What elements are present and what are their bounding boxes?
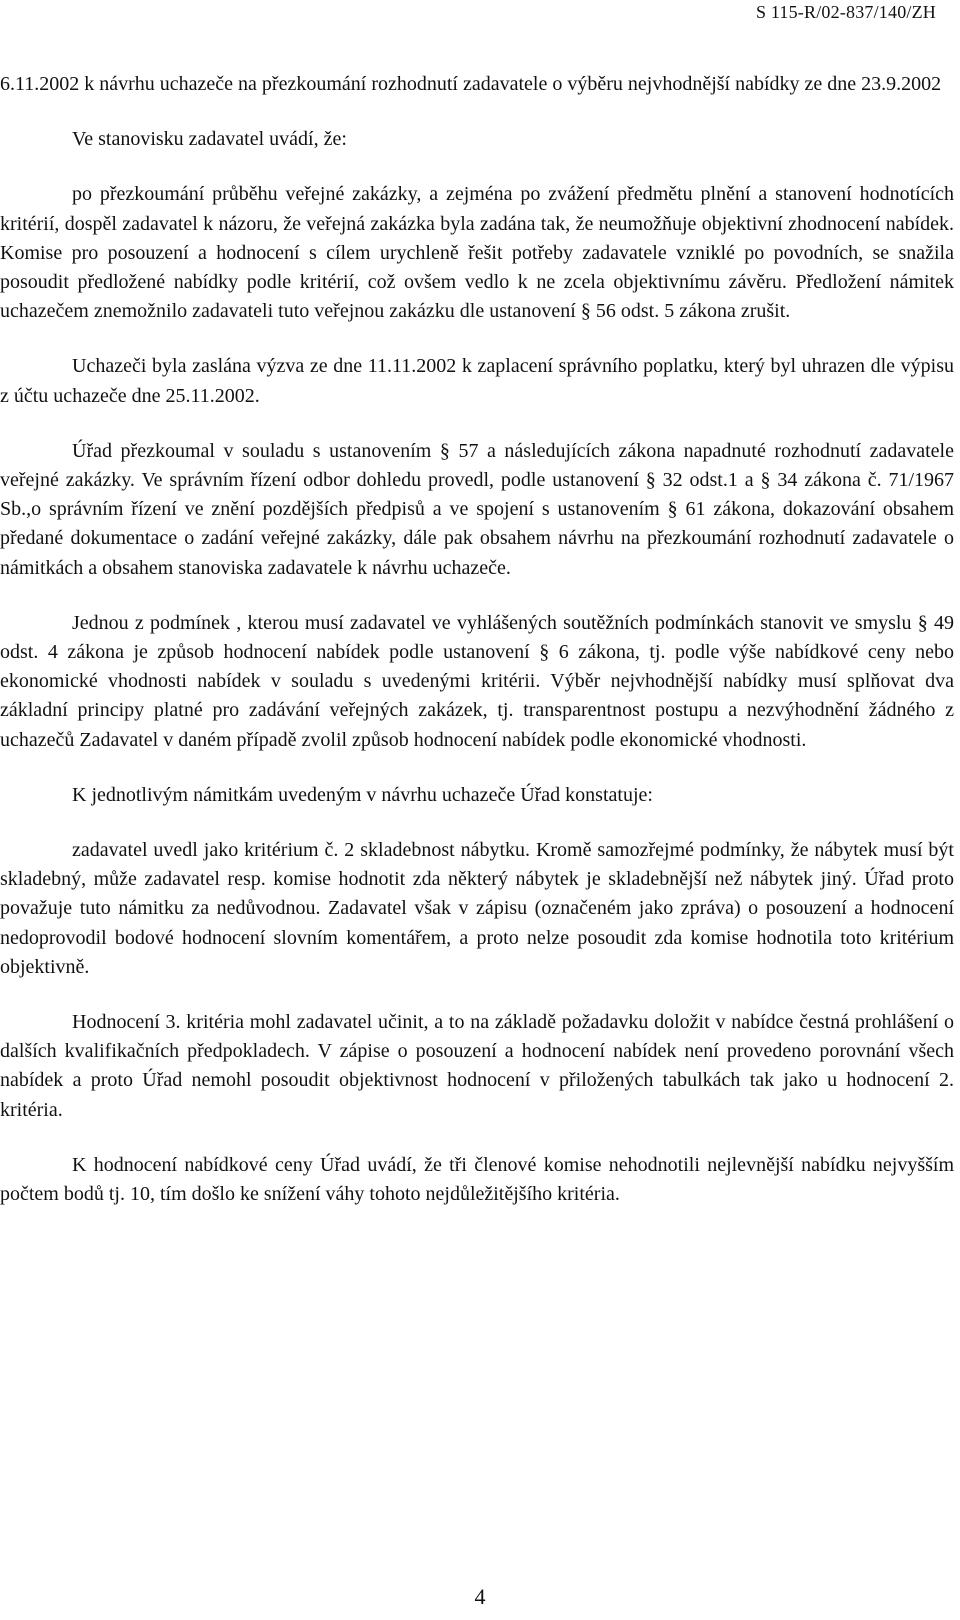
document-reference: S 115-R/02-837/140/ZH xyxy=(755,2,936,22)
paragraph-price: K hodnocení nabídkové ceny Úřad uvádí, že tři členové komise nehodnotili nejlevnější nabídku nejvyšším počtem bodů tj. 10, tím došlo ke snížení váhy tohoto nejdůležitějšího kritéria. xyxy=(0,1153,954,1206)
paragraph-statement-intro: Ve stanovisku zadavatel uvádí, že: xyxy=(72,128,347,151)
paragraph-criterion-3: Hodnocení 3. kritéria mohl zadavatel učinit, a to na základě požadavku doložit v nabídce čestná prohlášení o dalších kvalifikačních předpokladech. V zápise o posouzení a hodnocení nabídek není provedeno porovnání všech nabídek a proto Úřad nemohl posoudit objektivnost hodnocení v přiložených tabulkách tak jako u hodnocení 2. kritéria. xyxy=(0,1011,954,1121)
paragraph-statement: po přezkoumání průběhu veřejné zakázky, a zejména po zvážení předmětu plnění a stanovení hodnotících kritérií, dospěl zadavatel k názoru, že veřejná zakázka byla zadána tak, že neumožňuje objektivní zhodnocení nabídek. Komise pro posouzení a hodnocení s cílem urychleně řešit potřeby zadavatele vzniklé po povodních, se snažila posoudit předložené nabídky podle kritérií, což ovšem vedlo k ne zcela objektivnímu závěru. Předložení námitek uchazečem znemožnilo zadavateli tuto veřejnou zakázku dle ustanovení § 56 odst. 5 zákona zrušit. xyxy=(0,183,954,323)
paragraph-review: Úřad přezkoumal v souladu s ustanovením § 57 a následujících zákona napadnuté rozhodnutí zadavatele veřejné zakázky. Ve správním řízení odbor dohledu provedl, podle ustanovení § 32 odst.1 a § 34 zákona č. 71/1967 Sb.,o správním řízení ve znění pozdějších předpisů a ve spojení s ustanovením § 61 zákona, dokazování obsahem předané dokumentace o zadání veřejné zakázky, dále pak obsahem návrhu na přezkoumání rozhodnutí zadavatele o námitkách a obsahem stanoviska zadavatele k návrhu uchazeče. xyxy=(0,439,954,579)
paragraph-objections-intro: K jednotlivým námitkám uvedeným v návrhu uchazeče Úřad konstatuje: xyxy=(72,783,653,806)
paragraph-criterion-2: zadavatel uvedl jako kritérium č. 2 skladebnost nábytku. Kromě samozřejmé podmínky, že nábytek musí být skladebný, může zadavatel resp. komise hodnotit zda některý nábytek je skladebnější než nábytek jiný. Úřad proto považuje tuto námitku za nedůvodnou. Zadavatel však v zápisu (označeném jako zpráva) o posouzení a hodnocení nedoprovodil bodové hodnocení slovním komentářem, a proto nelze posoudit zda komise hodnotila toto kritérium objektivně. xyxy=(0,839,954,978)
document-body xyxy=(0,70,954,1209)
paragraph-fee: Uchazeči byla zaslána výzva ze dne 11.11.2002 k zaplacení správního poplatku, který byl uhrazen dle výpisu z účtu uchazeče dne 25.11.2002. xyxy=(0,355,954,407)
paragraph-conditions: Jednou z podmínek , kterou musí zadavatel ve vyhlášených soutěžních podmínkách stanovit ve smyslu § 49 odst. 4 zákona je způsob hodnocení nabídek podle ustanovení § 6 zákona, tj. podle výše nabídkové ceny nebo ekonomické vhodnosti nabídek v souladu s uvedenými kritérii. Výběr nejvhodnější nabídky musí splňovat dva základní principy platné pro zadávání veřejných zakázek, tj. transparentnost postupu a nezvýhodnění žádného z uchazečů Zadavatel v daném případě zvolil způsob hodnocení nabídek podle ekonomické vhodnosti. xyxy=(0,611,954,751)
page-number: 4 xyxy=(474,1584,486,1609)
paragraph-continuation: 6.11.2002 k návrhu uchazeče na přezkoumání rozhodnutí zadavatele o výběru nejvhodnější nabídky ze dne 23.9.2002 xyxy=(0,73,942,95)
